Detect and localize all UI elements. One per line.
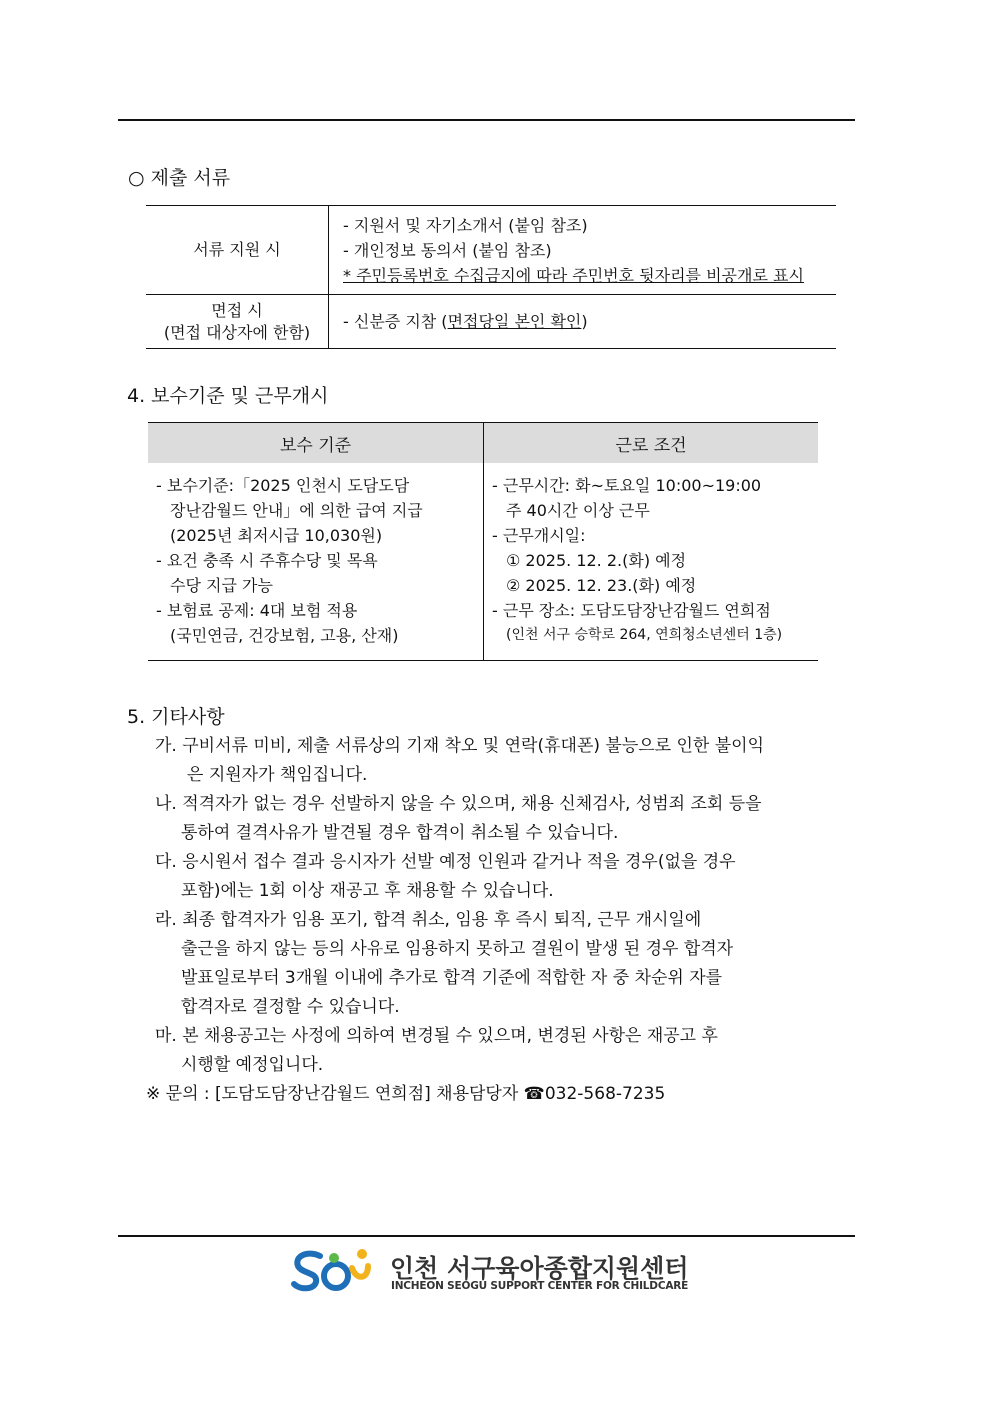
work-item: (인천 서구 승학로 264, 연희청소년센터 1층) bbox=[506, 627, 783, 643]
pay-item: (국민연금, 건강보험, 고용, 산재) bbox=[170, 626, 399, 645]
etc-item-cont: 시행할 예정입니다. bbox=[181, 1055, 324, 1075]
work-item: - 근무 장소: 도담도담장난감월드 연희점 bbox=[492, 601, 771, 620]
etc-heading: 5. 기타사항 bbox=[127, 706, 225, 728]
doc-item: - 개인정보 동의서 (붙임 참조) bbox=[343, 240, 552, 260]
etc-item-cont: 출근을 하지 않는 등의 사유로 임용하지 못하고 결원이 발생 된 경우 합격자 bbox=[181, 939, 734, 959]
etc-item-cont: 은 지원자가 책임집니다. bbox=[187, 765, 368, 785]
col-header: 보수 기준 bbox=[148, 423, 484, 464]
row-label-note: (면접 대상자에 한함) bbox=[163, 322, 311, 342]
table-row bbox=[146, 295, 836, 349]
etc-item-cont: 통하여 결격사유가 발견될 경우 합격이 취소될 수 있습니다. bbox=[181, 823, 619, 843]
doc-item-suffix: ) bbox=[581, 312, 588, 331]
work-item: ① 2025. 12. 2.(화) 예정 bbox=[506, 551, 687, 570]
etc-item: 가. 구비서류 미비, 제출 서류상의 기재 착오 및 연락(휴대폰) 불능으로 인한 불이익 bbox=[155, 736, 765, 756]
table-row bbox=[146, 206, 836, 295]
etc-item-cont: 포함)에는 1회 이상 재공고 후 채용할 수 있습니다. bbox=[181, 881, 554, 901]
bottom-rule bbox=[118, 1235, 855, 1237]
pay-table bbox=[148, 422, 818, 661]
pay-item: - 보수기준:「2025 인천시 도담도담 bbox=[156, 476, 410, 495]
docs-table bbox=[146, 205, 836, 349]
etc-list bbox=[146, 732, 765, 1109]
doc-item-prefix: - 신분증 지참 ( bbox=[343, 312, 448, 331]
pay-item: (2025년 최저시급 10,030원) bbox=[170, 526, 383, 545]
etc-item: 나. 적격자가 없는 경우 선발하지 않을 수 있으며, 채용 신체검사, 성범죄 조회 등을 bbox=[155, 794, 762, 814]
center-logo-icon bbox=[290, 1246, 374, 1294]
work-item: 주 40시간 이상 근무 bbox=[506, 501, 650, 520]
etc-item: 라. 최종 합격자가 임용 포기, 합격 취소, 임용 후 즉시 퇴직, 근무 개시일에 bbox=[155, 910, 702, 930]
pay-heading: 4. 보수기준 및 근무개시 bbox=[127, 385, 329, 407]
work-item: - 근무시간: 화~토요일 10:00~19:00 bbox=[492, 476, 762, 495]
doc-item: - 지원서 및 자기소개서 (붙임 참조) bbox=[343, 215, 588, 235]
org-name-en: INCHEON SEOGU SUPPORT CENTER FOR CHILDCARE bbox=[391, 1280, 689, 1292]
pay-item: - 요건 충족 시 주휴수당 및 목욕 bbox=[156, 551, 378, 570]
etc-item: 다. 응시원서 접수 결과 응시자가 선발 예정 인원과 같거나 적을 경우(없을 경우 bbox=[155, 852, 736, 872]
work-item: - 근무개시일: bbox=[492, 526, 586, 545]
table-header bbox=[148, 423, 818, 464]
table-row bbox=[148, 463, 818, 661]
etc-item-cont: 합격자로 결정할 수 있습니다. bbox=[181, 997, 400, 1017]
pay-item: - 보험료 공제: 4대 보험 적용 bbox=[156, 601, 358, 620]
pay-item: 장난감월드 안내」에 의한 급여 지급 bbox=[170, 501, 423, 520]
etc-item: 마. 본 채용공고는 사정에 의하여 변경될 수 있으며, 변경된 사항은 재공고 후 bbox=[155, 1026, 718, 1046]
row-label: 면접 시 bbox=[211, 300, 263, 320]
docs-heading: ○ 제출 서류 bbox=[128, 167, 231, 189]
footer-logo bbox=[290, 1246, 374, 1298]
doc-item-underlined: 면접당일 본인 확인 bbox=[447, 312, 582, 331]
etc-item-cont: 발표일로부터 3개월 이내에 추가로 합격 기준에 적합한 자 중 차순위 자를 bbox=[181, 968, 723, 988]
pay-item: 수당 지급 가능 bbox=[170, 576, 273, 595]
top-rule bbox=[118, 119, 855, 121]
work-item: ② 2025. 12. 23.(화) 예정 bbox=[506, 576, 697, 595]
row-label: 서류 지원 시 bbox=[146, 206, 329, 295]
col-header: 근로 조건 bbox=[484, 423, 819, 464]
org-name-kr: 인천 서구육아종합지원센터 bbox=[390, 1254, 689, 1283]
contact-line: ※ 문의 : [도담도담장난감월드 연희점] 채용담당자 ☎032-568-7235 bbox=[146, 1084, 666, 1104]
doc-note: * 주민등록번호 수집금지에 따라 주민번호 뒷자리를 비공개로 표시 bbox=[343, 265, 804, 285]
